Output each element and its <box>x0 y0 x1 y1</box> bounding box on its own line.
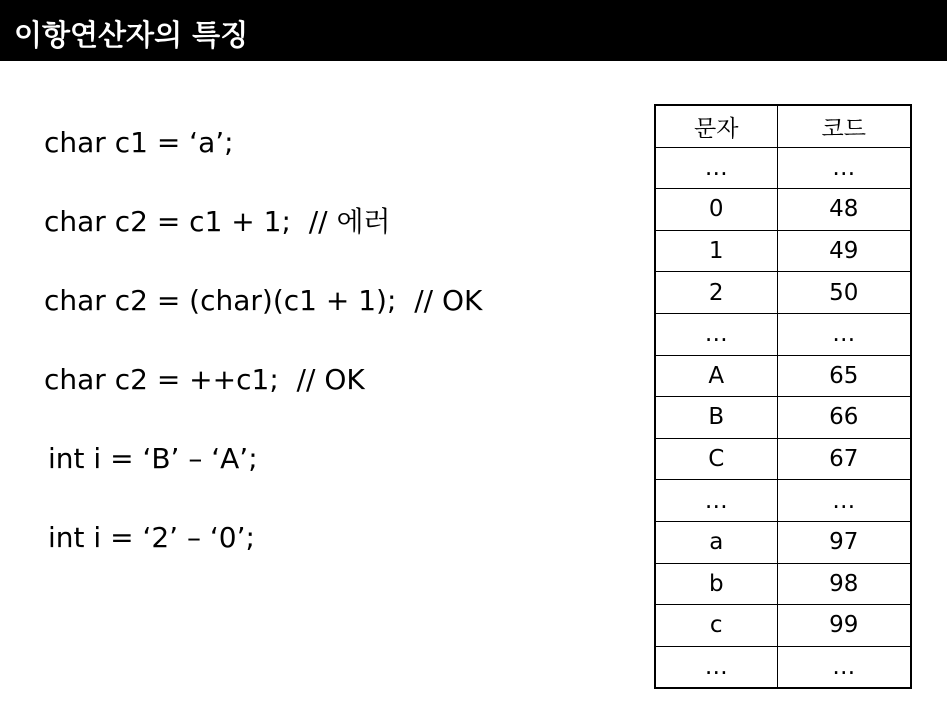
header-code: 코드 <box>777 105 911 147</box>
char-cell: … <box>655 480 777 522</box>
code-cell: … <box>777 147 911 189</box>
table-row <box>655 355 911 397</box>
char-cell: … <box>655 646 777 688</box>
char-cell: … <box>655 147 777 189</box>
code-cell: … <box>777 313 911 355</box>
code-line: int i = ‘2’ – ‘0’; <box>48 521 255 554</box>
code-line: char c1 = ‘a’; <box>44 126 234 159</box>
char-cell: C <box>655 438 777 480</box>
code-line: char c2 = ++c1; // OK <box>44 363 365 396</box>
code-cell: 67 <box>777 438 911 480</box>
char-cell: a <box>655 521 777 563</box>
page-title: 이항연산자의 특징 <box>14 18 249 52</box>
table-row <box>655 521 911 563</box>
code-line: char c2 = c1 + 1; // 에러 <box>44 205 391 238</box>
char-cell: … <box>655 313 777 355</box>
code-cell: 97 <box>777 521 911 563</box>
table-row <box>655 313 911 355</box>
code-cell: 98 <box>777 563 911 605</box>
table-row <box>655 438 911 480</box>
table-row <box>655 605 911 647</box>
ascii-table <box>654 104 912 689</box>
table-row <box>655 272 911 314</box>
table-row <box>655 230 911 272</box>
code-cell: 99 <box>777 605 911 647</box>
table-row <box>655 189 911 231</box>
code-line: char c2 = (char)(c1 + 1); // OK <box>44 284 483 317</box>
header-char: 문자 <box>655 105 777 147</box>
table-row <box>655 397 911 439</box>
char-cell: 1 <box>655 230 777 272</box>
char-cell: c <box>655 605 777 647</box>
code-cell: 50 <box>777 272 911 314</box>
code-cell: 65 <box>777 355 911 397</box>
char-cell: 2 <box>655 272 777 314</box>
code-cell: 66 <box>777 397 911 439</box>
code-cell: … <box>777 480 911 522</box>
code-cell: … <box>777 646 911 688</box>
table-row <box>655 646 911 688</box>
char-cell: 0 <box>655 189 777 231</box>
table-row <box>655 563 911 605</box>
code-line: int i = ‘B’ – ‘A’; <box>48 442 258 475</box>
char-cell: B <box>655 397 777 439</box>
char-cell: b <box>655 563 777 605</box>
title-bar <box>0 0 947 61</box>
char-cell: A <box>655 355 777 397</box>
code-cell: 48 <box>777 189 911 231</box>
table-header-row <box>655 105 911 147</box>
code-cell: 49 <box>777 230 911 272</box>
table-row <box>655 480 911 522</box>
table-row <box>655 147 911 189</box>
